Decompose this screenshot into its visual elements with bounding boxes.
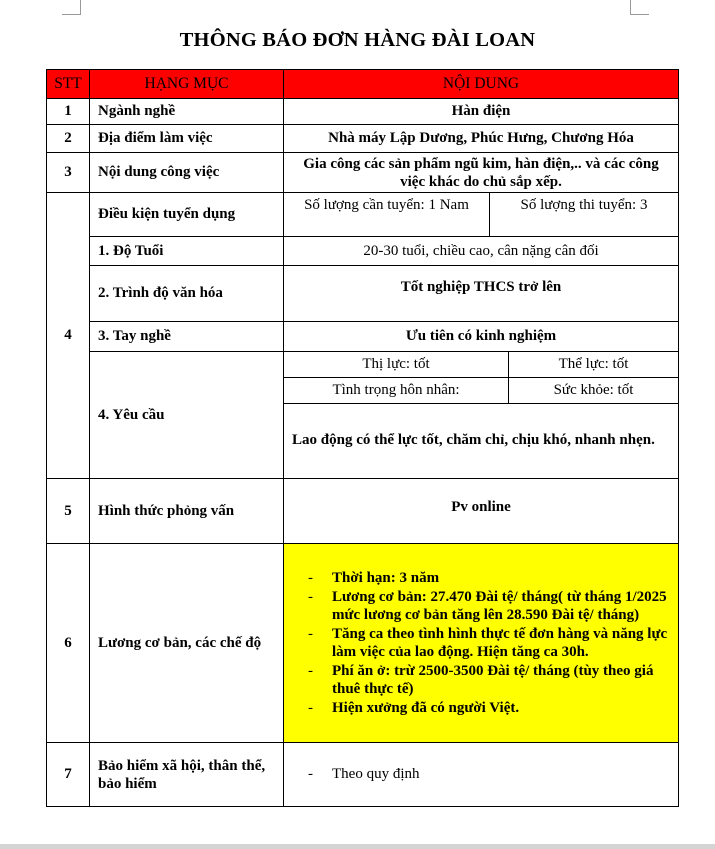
row-value: 20-30 tuổi, chiều cao, cân nặng cân đối [284,237,679,266]
table-row [47,125,679,153]
row-label: Hình thức phỏng vấn [90,479,284,544]
row-label: Ngành nghề [90,99,284,125]
row-value: Hàn điện [284,99,679,125]
row-number: 5 [47,479,90,544]
row-label: 3. Tay nghề [90,322,284,352]
table-row [47,544,679,743]
list-item: - Thời hạn: 3 năm [308,569,672,588]
recruit-quantity: Số lượng cần tuyển: 1 Nam [284,193,490,236]
row-label: Điều kiện tuyển dụng [90,193,284,237]
requirements-note: Lao động có thể lực tốt, chăm chỉ, chịu khó, nhanh nhẹn. [292,432,655,449]
table-row [47,322,679,352]
table-row [47,743,679,807]
row-value: Gia công các sản phẩm ngũ kim, hàn điện,.. và các công việc khác do chủ sắp xếp. [284,153,679,193]
list-item: - Phí ăn ở: trừ 2500-3500 Đài tệ/ tháng (tùy theo giá thuê thực tế) [308,662,672,699]
vision-requirement: Thị lực: tốt [284,352,509,377]
salary-benefits-list [284,569,678,717]
order-table [46,69,679,807]
row-label: 4. Yêu cầu [90,352,284,479]
header-category: HẠNG MỤC [90,70,284,99]
insurance-list [284,765,678,784]
insurance-cell [284,743,679,807]
row-value: Nhà máy Lập Dương, Phúc Hưng, Chương Hóa [284,125,679,153]
row-value: Pv online [284,479,679,544]
table-row [47,266,679,322]
row-label: Lương cơ bản, các chế độ [90,544,284,743]
table-row [47,153,679,193]
row-label: 1. Độ Tuổi [90,237,284,266]
list-item: - Tăng ca theo tình hình thực tế đơn hàng và năng lực làm việc của lao động. Hiện tăng ca 30h. [308,625,672,662]
exam-quantity: Số lượng thi tuyển: 3 [520,197,648,213]
list-item: - Hiện xưởng đã có người Việt. [308,699,672,718]
row-number: 6 [47,544,90,743]
salary-benefits-cell [284,544,679,743]
header-stt: STT [47,70,90,99]
row-label: Địa điểm làm việc [90,125,284,153]
health-requirement: Sức khỏe: tốt [509,377,679,403]
table-row [47,479,679,544]
row-label: Bảo hiểm xã hội, thân thể, bảo hiểm [90,743,284,807]
page-title: THÔNG BÁO ĐƠN HÀNG ĐÀI LOAN [179,29,536,51]
row-number: 1 [47,99,90,125]
row-value: Ưu tiên có kinh nghiệm [284,322,679,352]
requirements-grid [284,352,678,478]
table-row [47,99,679,125]
table-row [47,237,679,266]
row-label: Nội dung công việc [90,153,284,193]
row-number: 4 [47,193,90,479]
row-number: 2 [47,125,90,153]
header-content: NỘI DUNG [284,70,679,99]
table-row [47,193,679,237]
page-corner-mark-left [62,0,81,15]
row-number: 3 [47,153,90,193]
marital-requirement: Tình trọng hôn nhân: [284,377,509,403]
row-value: Tốt nghiệp THCS trở lên [284,266,679,322]
recruit-split [284,193,678,236]
list-item: - Theo quy định [308,765,672,784]
page-bottom-edge [0,844,715,849]
page-corner-mark-right [630,0,649,15]
row-label: 2. Trình độ văn hóa [90,266,284,322]
row-number: 7 [47,743,90,807]
fitness-requirement: Thể lực: tốt [509,352,679,377]
table-row [47,352,679,479]
list-item: - Lương cơ bản: 27.470 Đài tệ/ tháng( từ tháng 1/2025 mức lương cơ bản tăng lên 28.590 Đài tệ/ tháng) [308,588,672,625]
